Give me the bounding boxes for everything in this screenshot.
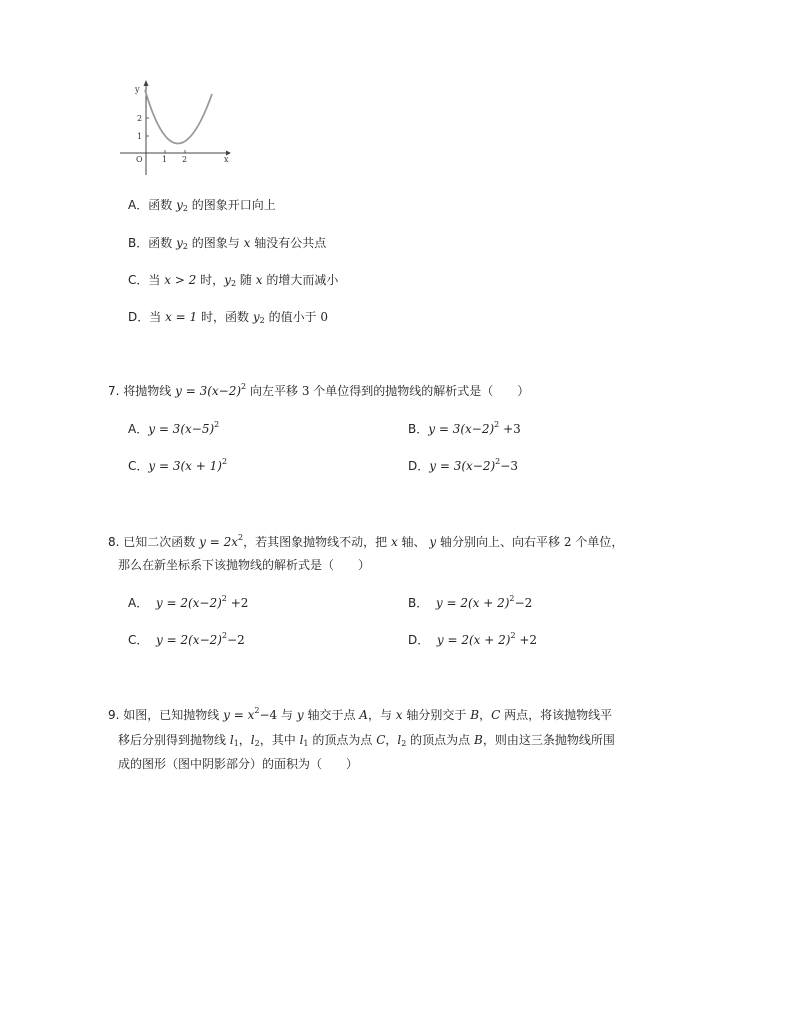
option-label: C． [128,273,149,287]
math: l [250,733,255,747]
math: y = x [223,708,255,722]
math: x [390,535,398,549]
question-text: 个单位得到的抛物线的解析式是（ ） [313,384,530,398]
y-axis-arrow [144,80,149,86]
question-text: 与 [280,708,293,722]
math: y [176,198,183,212]
math: x = 1 [165,310,198,324]
math-tail: +3 [503,422,521,436]
question-text: ， [238,733,251,747]
math: B [470,708,480,722]
math: y [429,535,437,549]
question-number: 8. [108,535,120,549]
question-text: 两点，将该抛物线平 [504,708,613,722]
option-label: D． [408,633,430,647]
subscript: 2 [182,242,188,251]
option-text: 时，函数 [201,310,250,324]
question-text: 将抛物线 [123,384,172,398]
math-tail: +2 [230,596,249,610]
math: y = 2(x + 2) [436,633,511,647]
subscript: 1 [233,739,239,748]
question-text: 那么在新坐标系下该抛物线的解析式是（ ） [118,558,371,572]
option-label: A． [128,596,149,610]
parabola-figure [118,80,238,180]
superscript: 2 [494,420,500,429]
subscript: 1 [303,739,309,748]
option-text: 函数 [148,198,173,212]
math: y [296,708,304,722]
q9-stem-line1 [108,706,612,724]
math-tail: −2 [227,633,245,647]
q9-stem-line3 [118,755,358,773]
q8-stem-line1 [108,533,623,551]
question-text: 的顶点为点 [410,733,471,747]
q7-option-c [128,457,227,475]
q6-option-d [128,308,328,326]
x-tick-label-1: 2 [182,155,188,164]
option-text: 的图象与 [191,236,240,250]
x-tick-label-0: 1 [162,155,168,164]
q7-stem [108,382,529,400]
math: l [229,733,234,747]
origin-label: O [136,155,143,164]
superscript: 2 [214,420,220,429]
math: x [243,236,251,250]
option-label: B． [408,422,429,436]
math-tail: +2 [519,633,538,647]
question-text: ， [385,733,398,747]
math: y = 2(x−2) [156,633,222,647]
value: 2 [563,535,572,549]
value: 0 [320,310,329,324]
option-label: D． [408,459,430,473]
question-number: 7. [108,384,120,398]
math: C [491,708,501,722]
option-label: C． [128,633,149,647]
math: l [299,733,304,747]
math: x > 2 [164,273,197,287]
question-text: 如图，已知抛物线 [123,708,220,722]
subscript: 2 [230,279,237,288]
option-text: 轴没有公共点 [254,236,327,250]
q7-option-d [408,457,518,475]
option-label: B． [128,236,149,250]
subscript: 2 [182,204,188,213]
q8-option-c [128,631,245,649]
math: y = 2(x + 2) [435,596,510,610]
superscript: 2 [241,382,247,391]
math: x [395,708,403,722]
option-text: 当 [149,310,162,324]
y-tick-label-1: 2 [137,114,143,123]
parabola-curve [145,90,212,144]
superscript: 2 [221,457,228,466]
q8-option-d [408,631,537,649]
question-text: ，则由这三条抛物线所围 [482,733,615,747]
math: y [252,310,260,324]
question-text: ，其中 [259,733,296,747]
question-text: ，与 [367,708,392,722]
option-text: 的值小于 [268,310,317,324]
question-text: 移后分别得到抛物线 [118,733,227,747]
math: y = 2x [199,535,238,549]
option-text: 随 [239,273,252,287]
q9-stem-line2 [118,731,615,749]
superscript: 2 [254,706,260,715]
superscript: 2 [510,631,516,640]
math: x [255,273,263,287]
math-tail: −3 [500,459,518,473]
math: y [176,236,183,250]
question-text: 已知二次函数 [123,535,196,549]
option-label: D． [128,310,150,324]
q6-option-b [128,234,326,252]
question-number: 9. [108,708,120,722]
option-text: 函数 [148,236,173,250]
question-text: 个单位， [575,535,624,549]
question-text: 轴、 [401,535,426,549]
question-text: ， [479,708,492,722]
y-tick-label-0: 1 [137,132,143,141]
math: y = 3(x + 1) [148,459,222,473]
option-label: A． [128,198,149,212]
question-text: 成的图形（图中阴影部分）的面积为（ ） [118,757,359,771]
math: y = 3(x−2) [175,384,242,398]
q8-option-a [128,594,248,612]
q8-option-b [408,594,532,612]
question-text: 的顶点为点 [312,733,373,747]
math: y [224,273,231,287]
value: 3 [301,384,310,398]
option-label: C． [128,459,149,473]
question-text: 轴分别向上、向右平移 [440,535,561,549]
q6-option-a [128,196,276,214]
superscript: 2 [509,594,515,603]
question-text: 轴分别交于 [406,708,467,722]
math: C [376,733,386,747]
math: y = 3(x−2) [428,422,495,436]
q8-stem-line2 [118,556,370,574]
option-label: B． [408,596,429,610]
y-axis-label: y [135,85,140,94]
math: y = 3(x−2) [429,459,496,473]
superscript: 2 [238,533,244,542]
math: A [359,708,368,722]
subscript: 2 [401,739,407,748]
q7-option-b [408,420,521,438]
x-axis-label: x [224,155,229,164]
subscript: 2 [254,739,260,748]
question-text: ，若其图象抛物线不动，把 [243,535,388,549]
option-text: 时， [200,273,225,287]
math-tail: −2 [514,596,533,610]
superscript: 2 [221,594,227,603]
q6-option-c [128,271,338,289]
superscript: 2 [221,631,228,640]
math-tail: −4 [259,708,278,722]
superscript: 2 [495,457,501,466]
math: y = 2(x−2) [155,596,222,610]
option-label: A． [128,422,149,436]
math: B [474,733,483,747]
question-text: 向左平移 [249,384,298,398]
option-text: 当 [148,273,161,287]
math: l [397,733,402,747]
q7-option-a [128,420,219,438]
math: y = 3(x−5) [148,422,215,436]
option-text: 的增大而减小 [266,273,339,287]
question-text: 轴交于点 [307,708,356,722]
option-text: 的图象开口向上 [191,198,276,212]
subscript: 2 [259,316,265,325]
